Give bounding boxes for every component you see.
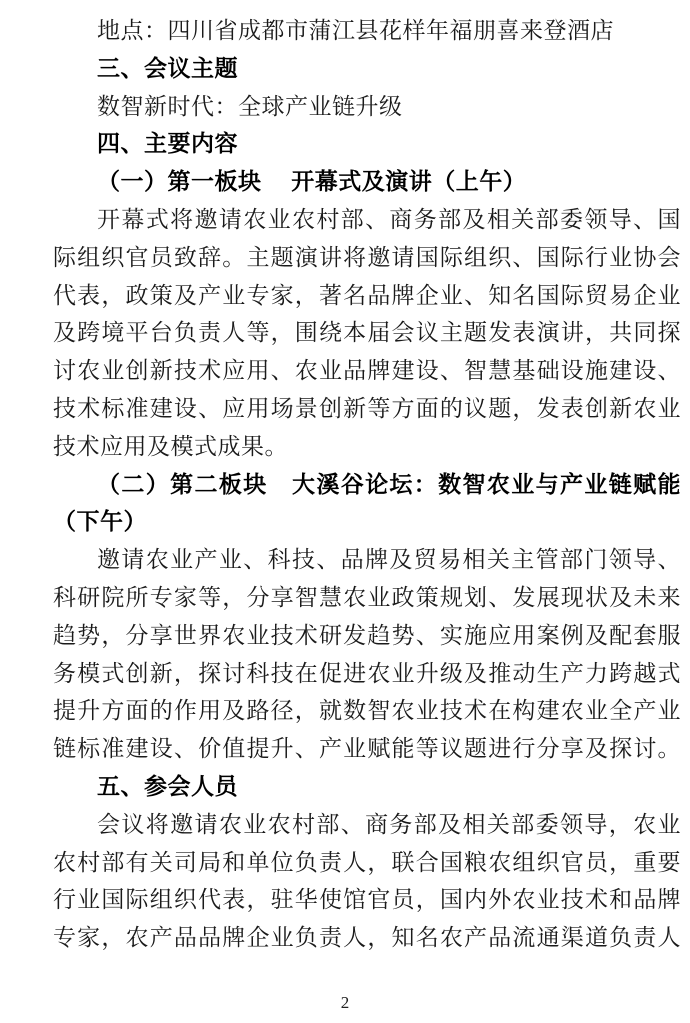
paragraph-line: 提升方面的作用及路径，就数智农业技术在构建农业全产业 [53,698,681,724]
paragraph-line: 邀请农业产业、科技、品牌及贸易相关主管部门领导、 [97,547,681,573]
theme-line: 数智新时代：全球产业链升级 [97,93,403,119]
paragraph-line: 开幕式将邀请农业农村部、商务部及相关部委领导、国 [97,206,681,232]
paragraph-line: 务模式创新，探讨科技在促进农业升级及推动生产力跨越式 [53,660,681,686]
page-number: 2 [340,993,350,1012]
paragraph-line: 科研院所专家等，分享智慧农业政策规划、发展现状及未来 [53,584,681,610]
block-1-heading: （一）第一板块 开幕式及演讲（上午） [97,169,527,195]
paragraph-line: 技术应用及模式成果。 [53,433,288,459]
section-5-heading: 五、参会人员 [97,772,238,799]
paragraph-line: 会议将邀请农业农村部、商务部及相关部委领导，农业 [97,811,681,837]
paragraph-line: 及跨境平台负责人等，围绕本届会议主题发表演讲，共同探 [53,320,681,346]
paragraph-line: 际组织官员致辞。主题演讲将邀请国际组织、国际行业协会 [53,244,681,270]
paragraph-line: 技术标准建设、应用场景创新等方面的议题，发表创新农业 [53,395,681,421]
paragraph-line: 链标准建设、价值提升、产业赋能等议题进行分享及探讨。 [53,736,681,762]
paragraph-line: 代表，政策及产业专家，著名品牌企业、知名国际贸易企业 [53,282,681,308]
paragraph-line: 趋势，分享世界农业技术研发趋势、实施应用案例及配套服 [53,622,681,648]
section-4-heading: 四、主要内容 [97,130,238,157]
paragraph-line: 行业国际组织代表，驻华使馆官员，国内外农业技术和品牌 [53,887,681,913]
paragraph-line: 讨农业创新技术应用、农业品牌建设、智慧基础设施建设、 [53,358,681,384]
paragraph-line: 专家，农产品品牌企业负责人，知名农产品流通渠道负责人 [53,925,681,951]
block-2-heading: （二）第二板块 大溪谷论坛：数智农业与产业链赋能 [97,471,681,497]
section-3-heading: 三、会议主题 [97,54,238,81]
document-body [53,12,681,957]
block-2-heading-cont: （下午） [53,509,147,535]
venue-line: 地点：四川省成都市蒲江县花样年福朋喜来登酒店 [97,18,614,43]
paragraph-line: 农村部有关司局和单位负责人，联合国粮农组织官员，重要 [53,849,681,875]
